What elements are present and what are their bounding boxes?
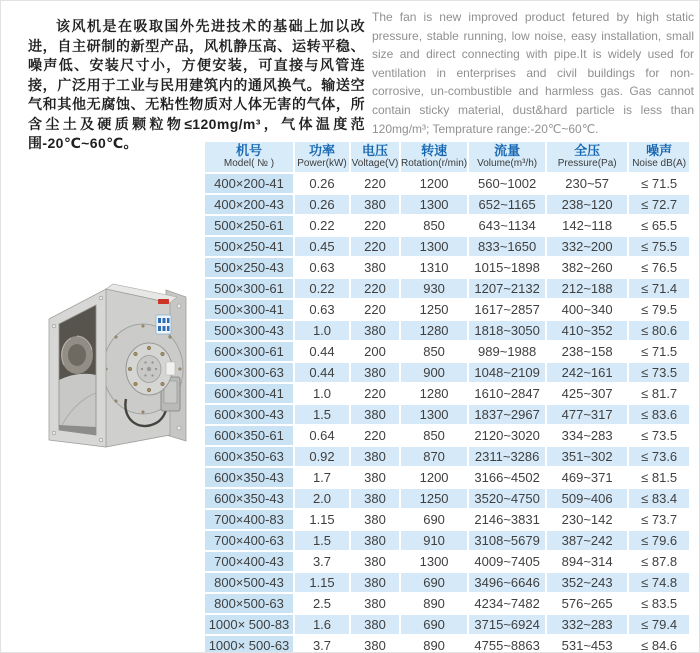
spec-cell: ≤ 80.6 — [629, 321, 689, 340]
spec-row — [205, 342, 689, 361]
spec-cell: ≤ 71.5 — [629, 342, 689, 361]
spec-cell: ≤ 83.5 — [629, 594, 689, 613]
column-header — [469, 142, 545, 172]
spec-cell: 2120~3020 — [469, 426, 545, 445]
spec-row — [205, 489, 689, 508]
spec-table-head — [205, 142, 689, 172]
spec-cell: 1.0 — [295, 321, 349, 340]
spec-cell: ≤ 73.6 — [629, 447, 689, 466]
column-header-en: Power(kW) — [297, 158, 347, 169]
model-cell: 500×250-61 — [205, 216, 293, 235]
spec-cell: 576~265 — [547, 594, 627, 613]
spec-cell: 4755~8863 — [469, 636, 545, 653]
model-cell: 500×250-43 — [205, 258, 293, 277]
model-cell: 500×300-61 — [205, 279, 293, 298]
column-header-en: Pressure(Pa) — [557, 158, 617, 169]
spec-cell: 870 — [401, 447, 467, 466]
product-photo — [46, 277, 188, 449]
spec-cell: 212~188 — [547, 279, 627, 298]
spec-cell: 332~200 — [547, 237, 627, 256]
spec-cell: ≤ 65.5 — [629, 216, 689, 235]
spec-cell: 1.15 — [295, 510, 349, 529]
spec-cell: 2311~3286 — [469, 447, 545, 466]
spec-cell: 910 — [401, 531, 467, 550]
spec-cell: 220 — [351, 237, 399, 256]
column-header — [205, 142, 293, 172]
spec-cell: 1300 — [401, 552, 467, 571]
column-header — [351, 142, 399, 172]
spec-cell: 351~302 — [547, 447, 627, 466]
spec-cell: 380 — [351, 531, 399, 550]
spec-cell: ≤ 73.5 — [629, 426, 689, 445]
spec-cell: 380 — [351, 258, 399, 277]
spec-cell: 690 — [401, 510, 467, 529]
column-header-zh: 转速 — [421, 143, 448, 158]
spec-cell: 690 — [401, 573, 467, 592]
spec-cell: 380 — [351, 552, 399, 571]
spec-cell: 1.15 — [295, 573, 349, 592]
model-cell: 500×300-41 — [205, 300, 293, 319]
spec-cell: 1280 — [401, 384, 467, 403]
spec-row — [205, 258, 689, 277]
spec-row — [205, 237, 689, 256]
spec-cell: 238~120 — [547, 195, 627, 214]
spec-cell: 3715~6924 — [469, 615, 545, 634]
spec-cell: 0.63 — [295, 258, 349, 277]
header-row — [205, 142, 689, 172]
spec-cell: 469~371 — [547, 468, 627, 487]
model-cell: 600×350-61 — [205, 426, 293, 445]
spec-cell: 890 — [401, 636, 467, 653]
spec-row — [205, 531, 689, 550]
model-cell: 500×300-43 — [205, 321, 293, 340]
spec-cell: 531~453 — [547, 636, 627, 653]
spec-cell: 850 — [401, 216, 467, 235]
spec-cell: ≤ 71.5 — [629, 174, 689, 193]
spec-cell: 1837~2967 — [469, 405, 545, 424]
spec-cell: 643~1134 — [469, 216, 545, 235]
spec-cell: 382~260 — [547, 258, 627, 277]
spec-cell: 380 — [351, 363, 399, 382]
spec-row — [205, 447, 689, 466]
spec-cell: ≤ 81.5 — [629, 468, 689, 487]
spec-cell: 3.7 — [295, 636, 349, 653]
spec-cell: 3.7 — [295, 552, 349, 571]
spec-cell: 352~243 — [547, 573, 627, 592]
spec-cell: 380 — [351, 573, 399, 592]
column-header-en: Model( № ) — [223, 158, 275, 169]
spec-cell: 3520~4750 — [469, 489, 545, 508]
spec-cell: 230~57 — [547, 174, 627, 193]
spec-cell: ≤ 74.8 — [629, 573, 689, 592]
model-cell: 600×300-63 — [205, 363, 293, 382]
spec-row — [205, 594, 689, 613]
spec-row — [205, 552, 689, 571]
column-header — [295, 142, 349, 172]
column-header — [547, 142, 627, 172]
spec-cell: ≤ 87.8 — [629, 552, 689, 571]
column-header-en: Volume(m³/h) — [477, 158, 538, 169]
spec-cell: ≤ 73.7 — [629, 510, 689, 529]
spec-row — [205, 468, 689, 487]
spec-cell: ≤ 71.4 — [629, 279, 689, 298]
column-header-en: Rotation(r/min) — [401, 158, 468, 169]
spec-cell: 332~283 — [547, 615, 627, 634]
spec-cell: 1300 — [401, 237, 467, 256]
spec-row — [205, 195, 689, 214]
spec-cell: 989~1988 — [469, 342, 545, 361]
model-cell: 400×200-41 — [205, 174, 293, 193]
spec-cell: 380 — [351, 468, 399, 487]
model-cell: 1000× 500-83 — [205, 615, 293, 634]
spec-cell: 1200 — [401, 468, 467, 487]
spec-cell: ≤ 73.5 — [629, 363, 689, 382]
model-cell: 800×500-63 — [205, 594, 293, 613]
spec-row — [205, 216, 689, 235]
column-header-zh: 电压 — [361, 143, 388, 158]
spec-cell: 3166~4502 — [469, 468, 545, 487]
spec-cell: 142~118 — [547, 216, 627, 235]
spec-cell: 2.5 — [295, 594, 349, 613]
spec-cell: ≤ 75.5 — [629, 237, 689, 256]
spec-cell: 1310 — [401, 258, 467, 277]
spec-cell: 380 — [351, 636, 399, 653]
spec-cell: 477~317 — [547, 405, 627, 424]
spec-cell: ≤ 79.5 — [629, 300, 689, 319]
spec-cell: 334~283 — [547, 426, 627, 445]
spec-cell: 900 — [401, 363, 467, 382]
spec-cell: 1207~2132 — [469, 279, 545, 298]
spec-cell: 220 — [351, 279, 399, 298]
model-cell: 1000× 500-63 — [205, 636, 293, 653]
spec-cell: 1.5 — [295, 531, 349, 550]
spec-cell: 0.92 — [295, 447, 349, 466]
model-cell: 700×400-43 — [205, 552, 293, 571]
spec-cell: 0.22 — [295, 216, 349, 235]
model-cell: 600×300-43 — [205, 405, 293, 424]
spec-row — [205, 405, 689, 424]
model-cell: 600×300-61 — [205, 342, 293, 361]
spec-cell: 1300 — [401, 405, 467, 424]
spec-cell: 1250 — [401, 489, 467, 508]
spec-cell: 4009~7405 — [469, 552, 545, 571]
model-cell: 800×500-43 — [205, 573, 293, 592]
spec-cell: 3108~5679 — [469, 531, 545, 550]
spec-cell: ≤ 83.6 — [629, 405, 689, 424]
spec-row — [205, 279, 689, 298]
spec-cell: ≤ 79.4 — [629, 615, 689, 634]
column-header-zh: 全压 — [574, 143, 601, 158]
spec-cell: 380 — [351, 447, 399, 466]
spec-cell: 4234~7482 — [469, 594, 545, 613]
spec-cell: 1048~2109 — [469, 363, 545, 382]
spec-cell: 0.44 — [295, 342, 349, 361]
spec-cell: 1015~1898 — [469, 258, 545, 277]
model-cell: 700×400-83 — [205, 510, 293, 529]
spec-cell: 220 — [351, 426, 399, 445]
model-cell: 600×350-43 — [205, 489, 293, 508]
spec-cell: 0.22 — [295, 279, 349, 298]
spec-cell: 890 — [401, 594, 467, 613]
spec-row — [205, 363, 689, 382]
spec-cell: 2146~3831 — [469, 510, 545, 529]
spec-cell: 1.7 — [295, 468, 349, 487]
model-cell: 600×300-41 — [205, 384, 293, 403]
spec-row — [205, 426, 689, 445]
spec-cell: 380 — [351, 321, 399, 340]
spec-cell: 380 — [351, 405, 399, 424]
model-cell: 600×350-43 — [205, 468, 293, 487]
spec-cell: 242~161 — [547, 363, 627, 382]
spec-row — [205, 321, 689, 340]
spec-cell: 1617~2857 — [469, 300, 545, 319]
spec-cell: 1280 — [401, 321, 467, 340]
spec-cell: ≤ 84.6 — [629, 636, 689, 653]
spec-cell: 410~352 — [547, 321, 627, 340]
spec-table — [203, 140, 691, 653]
column-header-zh: 机号 — [235, 143, 262, 158]
column-header — [401, 142, 467, 172]
spec-row — [205, 615, 689, 634]
spec-cell: 1.0 — [295, 384, 349, 403]
spec-cell: 2.0 — [295, 489, 349, 508]
spec-cell: 509~406 — [547, 489, 627, 508]
column-header — [629, 142, 689, 172]
spec-cell: 220 — [351, 174, 399, 193]
spec-cell: 1610~2847 — [469, 384, 545, 403]
spec-cell: 238~158 — [547, 342, 627, 361]
column-header-en: Voltage(V) — [351, 158, 399, 169]
column-header-en: Noise dB(A) — [632, 158, 687, 169]
spec-cell: 380 — [351, 195, 399, 214]
spec-cell: ≤ 76.5 — [629, 258, 689, 277]
spec-cell: 0.26 — [295, 174, 349, 193]
spec-cell: 380 — [351, 615, 399, 634]
column-header-zh: 噪声 — [646, 143, 673, 158]
spec-cell: ≤ 81.7 — [629, 384, 689, 403]
spec-cell: 220 — [351, 300, 399, 319]
spec-cell: 3496~6646 — [469, 573, 545, 592]
spec-row — [205, 636, 689, 653]
spec-cell: 0.44 — [295, 363, 349, 382]
spec-cell: 220 — [351, 384, 399, 403]
spec-cell: 380 — [351, 594, 399, 613]
spec-cell: 0.26 — [295, 195, 349, 214]
spec-row — [205, 300, 689, 319]
spec-cell: 220 — [351, 216, 399, 235]
intro-paragraph-chinese: 该风机是在吸取国外先进技术的基础上加以改进，自主研制的新型产品，风机静压高、运转平稳、噪声低、安装尺寸小，方便安装，可直接与风管连接，广泛用于工业与民用建筑内的通风换气。输送空气和其他无腐蚀、无粘性物质对人体无害的气体，所含尘土及硬质颗粒物≤120mg/m³，气体温度范围-20℃~60℃。 — [28, 18, 365, 151]
spec-cell: 0.63 — [295, 300, 349, 319]
spec-cell: 690 — [401, 615, 467, 634]
spec-cell: 1300 — [401, 195, 467, 214]
spec-cell: 850 — [401, 426, 467, 445]
spec-cell: 560~1002 — [469, 174, 545, 193]
spec-cell: 1.5 — [295, 405, 349, 424]
spec-row — [205, 573, 689, 592]
spec-row — [205, 510, 689, 529]
spec-cell: 1200 — [401, 174, 467, 193]
spec-row — [205, 174, 689, 193]
spec-cell: 894~314 — [547, 552, 627, 571]
spec-cell: 0.64 — [295, 426, 349, 445]
spec-cell: ≤ 72.7 — [629, 195, 689, 214]
spec-cell: 850 — [401, 342, 467, 361]
spec-cell: 930 — [401, 279, 467, 298]
spec-cell: 400~340 — [547, 300, 627, 319]
spec-cell: ≤ 79.6 — [629, 531, 689, 550]
spec-cell: 425~307 — [547, 384, 627, 403]
model-cell: 600×350-63 — [205, 447, 293, 466]
column-header-zh: 流量 — [494, 143, 521, 158]
spec-cell: 200 — [351, 342, 399, 361]
spec-cell: 230~142 — [547, 510, 627, 529]
spec-table-body — [205, 174, 689, 653]
spec-cell: 1.6 — [295, 615, 349, 634]
spec-cell: 652~1165 — [469, 195, 545, 214]
intro-paragraph-english: The fan is new improved product fetured by high static pressure, stable running, low noise, easy installation, small size and direct connecting with pipe.It is widely used for ventilation in enterprises and civil buildings for non-corrosive, un-combustible and harmless gas. Gas cannot contain sticky material, dust&hard particle is less than 120mg/m³; Temprature range:-20℃~60℃. — [372, 10, 694, 136]
column-header-zh: 功率 — [308, 143, 335, 158]
spec-cell: 1250 — [401, 300, 467, 319]
spec-cell: 380 — [351, 489, 399, 508]
model-cell: 700×400-63 — [205, 531, 293, 550]
spec-cell: 1818~3050 — [469, 321, 545, 340]
spec-cell: 833~1650 — [469, 237, 545, 256]
spec-cell: 387~242 — [547, 531, 627, 550]
model-cell: 500×250-41 — [205, 237, 293, 256]
spec-cell: 0.45 — [295, 237, 349, 256]
spec-cell: 380 — [351, 510, 399, 529]
spec-row — [205, 384, 689, 403]
model-cell: 400×200-43 — [205, 195, 293, 214]
duct-fan-image — [46, 277, 188, 449]
spec-cell: ≤ 83.4 — [629, 489, 689, 508]
